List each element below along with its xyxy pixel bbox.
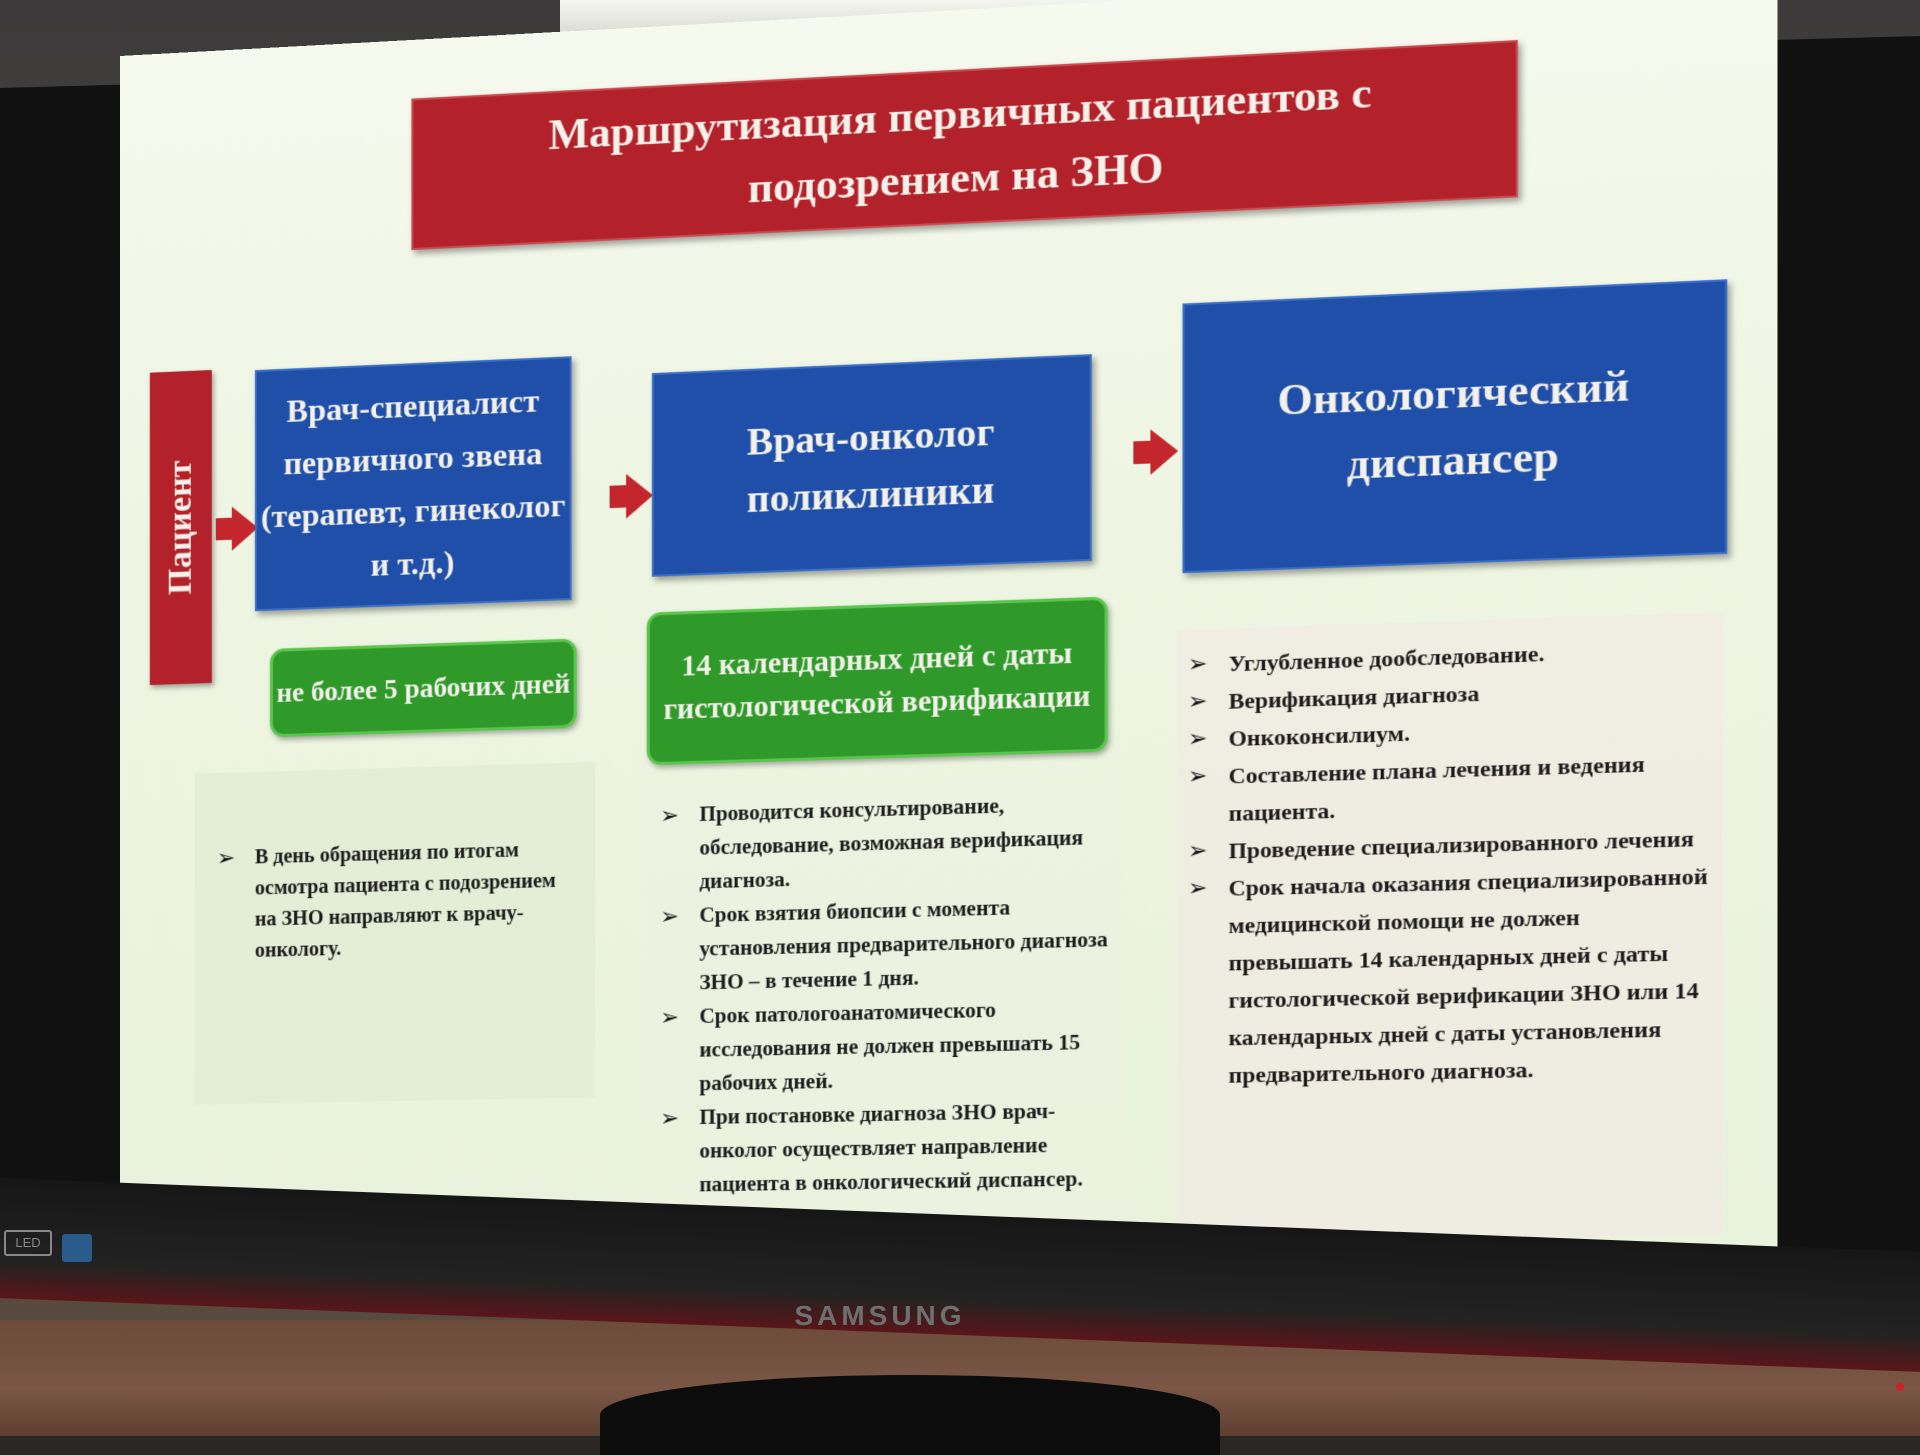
note-text: Проводится консультирование, обследование, возможная верификация диагноза. [699, 795, 1084, 894]
notes-dispensary [1177, 612, 1722, 1242]
power-indicator-icon[interactable] [1896, 1383, 1904, 1391]
bullet-arrow-icon: ➢ [1187, 838, 1208, 865]
note-item [656, 889, 1113, 1001]
note-text: Срок патологоанатомического исследования не должен превышать 15 рабочих дней. [699, 999, 1081, 1096]
notes-list [1184, 629, 1711, 1095]
energy-star-icon [62, 1234, 92, 1262]
patient-label: Пациент [161, 459, 199, 596]
notes-oncologist [642, 772, 1124, 1224]
stage-primary-doctor: Врач-специалист первичного звена (терапевт, гинеколог и т.д.) [255, 356, 572, 611]
bullet-arrow-icon: ➢ [1187, 725, 1208, 753]
bullet-arrow-icon: ➢ [660, 904, 680, 931]
note-text: Срок взятия биопсии с момента установления предварительного диагноза ЗНО – в течение 1 дня. [699, 896, 1108, 995]
note-text: Углубленное дообследование. [1228, 640, 1545, 677]
bullet-arrow-icon: ➢ [1187, 688, 1208, 716]
led-badge-icon: LED [4, 1230, 52, 1256]
slide-title: Маршрутизация первичных пациентов с подозрением на ЗНО [411, 40, 1518, 250]
bullet-arrow-icon: ➢ [1187, 763, 1208, 790]
bullet-arrow-icon: ➢ [1187, 651, 1208, 678]
notes-primary [195, 762, 595, 1105]
note-text: Составление плана лечения и ведения пациента. [1228, 750, 1645, 827]
note-item [656, 992, 1113, 1103]
bullet-arrow-icon: ➢ [660, 1005, 680, 1031]
deadline-oncologist: 14 календарных дней с даты гистологической верификации [647, 597, 1108, 766]
monitor-screen [120, 0, 1777, 1296]
note-text: Проведение специализированного лечения [1228, 825, 1694, 864]
note-text: Срок начала оказания специализированной медицинской помощи не должен превышать 14 календарных дней с даты гистологической верификации ЗНО или 14 календарных дней с даты установления предварительного диагноза. [1228, 862, 1708, 1088]
note-item [1184, 743, 1711, 833]
note-item [1184, 857, 1711, 1094]
patient-label-box [150, 370, 212, 685]
arrow-right-icon [626, 473, 653, 519]
stage-oncologist: Врач-онколог поликлиники [652, 354, 1092, 577]
bullet-arrow-icon: ➢ [1187, 875, 1208, 902]
monitor-brand-logo: SAMSUNG [794, 1300, 966, 1331]
stage-oncology-dispensary: Онкологический диспансер [1182, 279, 1727, 573]
note-text: При постановке диагноза ЗНО врач-онколог осуществляет направление пациента в онкологический диспансер. [699, 1100, 1083, 1197]
notes-list [656, 787, 1113, 1203]
monitor-stand [600, 1375, 1220, 1455]
arrow-right-icon [1150, 428, 1178, 475]
notes-list [213, 834, 577, 968]
bullet-arrow-icon: ➢ [660, 1106, 680, 1132]
deadline-primary: не более 5 рабочих дней [270, 638, 577, 737]
note-item [213, 834, 577, 968]
note-item [656, 1094, 1113, 1203]
note-text: Верификация диагноза [1228, 680, 1480, 714]
bullet-arrow-icon: ➢ [216, 845, 236, 872]
bullet-arrow-icon: ➢ [660, 803, 680, 830]
note-item [656, 787, 1113, 901]
note-text: В день обращения по итогам осмотра пациента с подозрением на ЗНО направляют к врачу-онкологу. [254, 839, 556, 962]
note-text: Онкоконсилиум. [1228, 719, 1410, 752]
